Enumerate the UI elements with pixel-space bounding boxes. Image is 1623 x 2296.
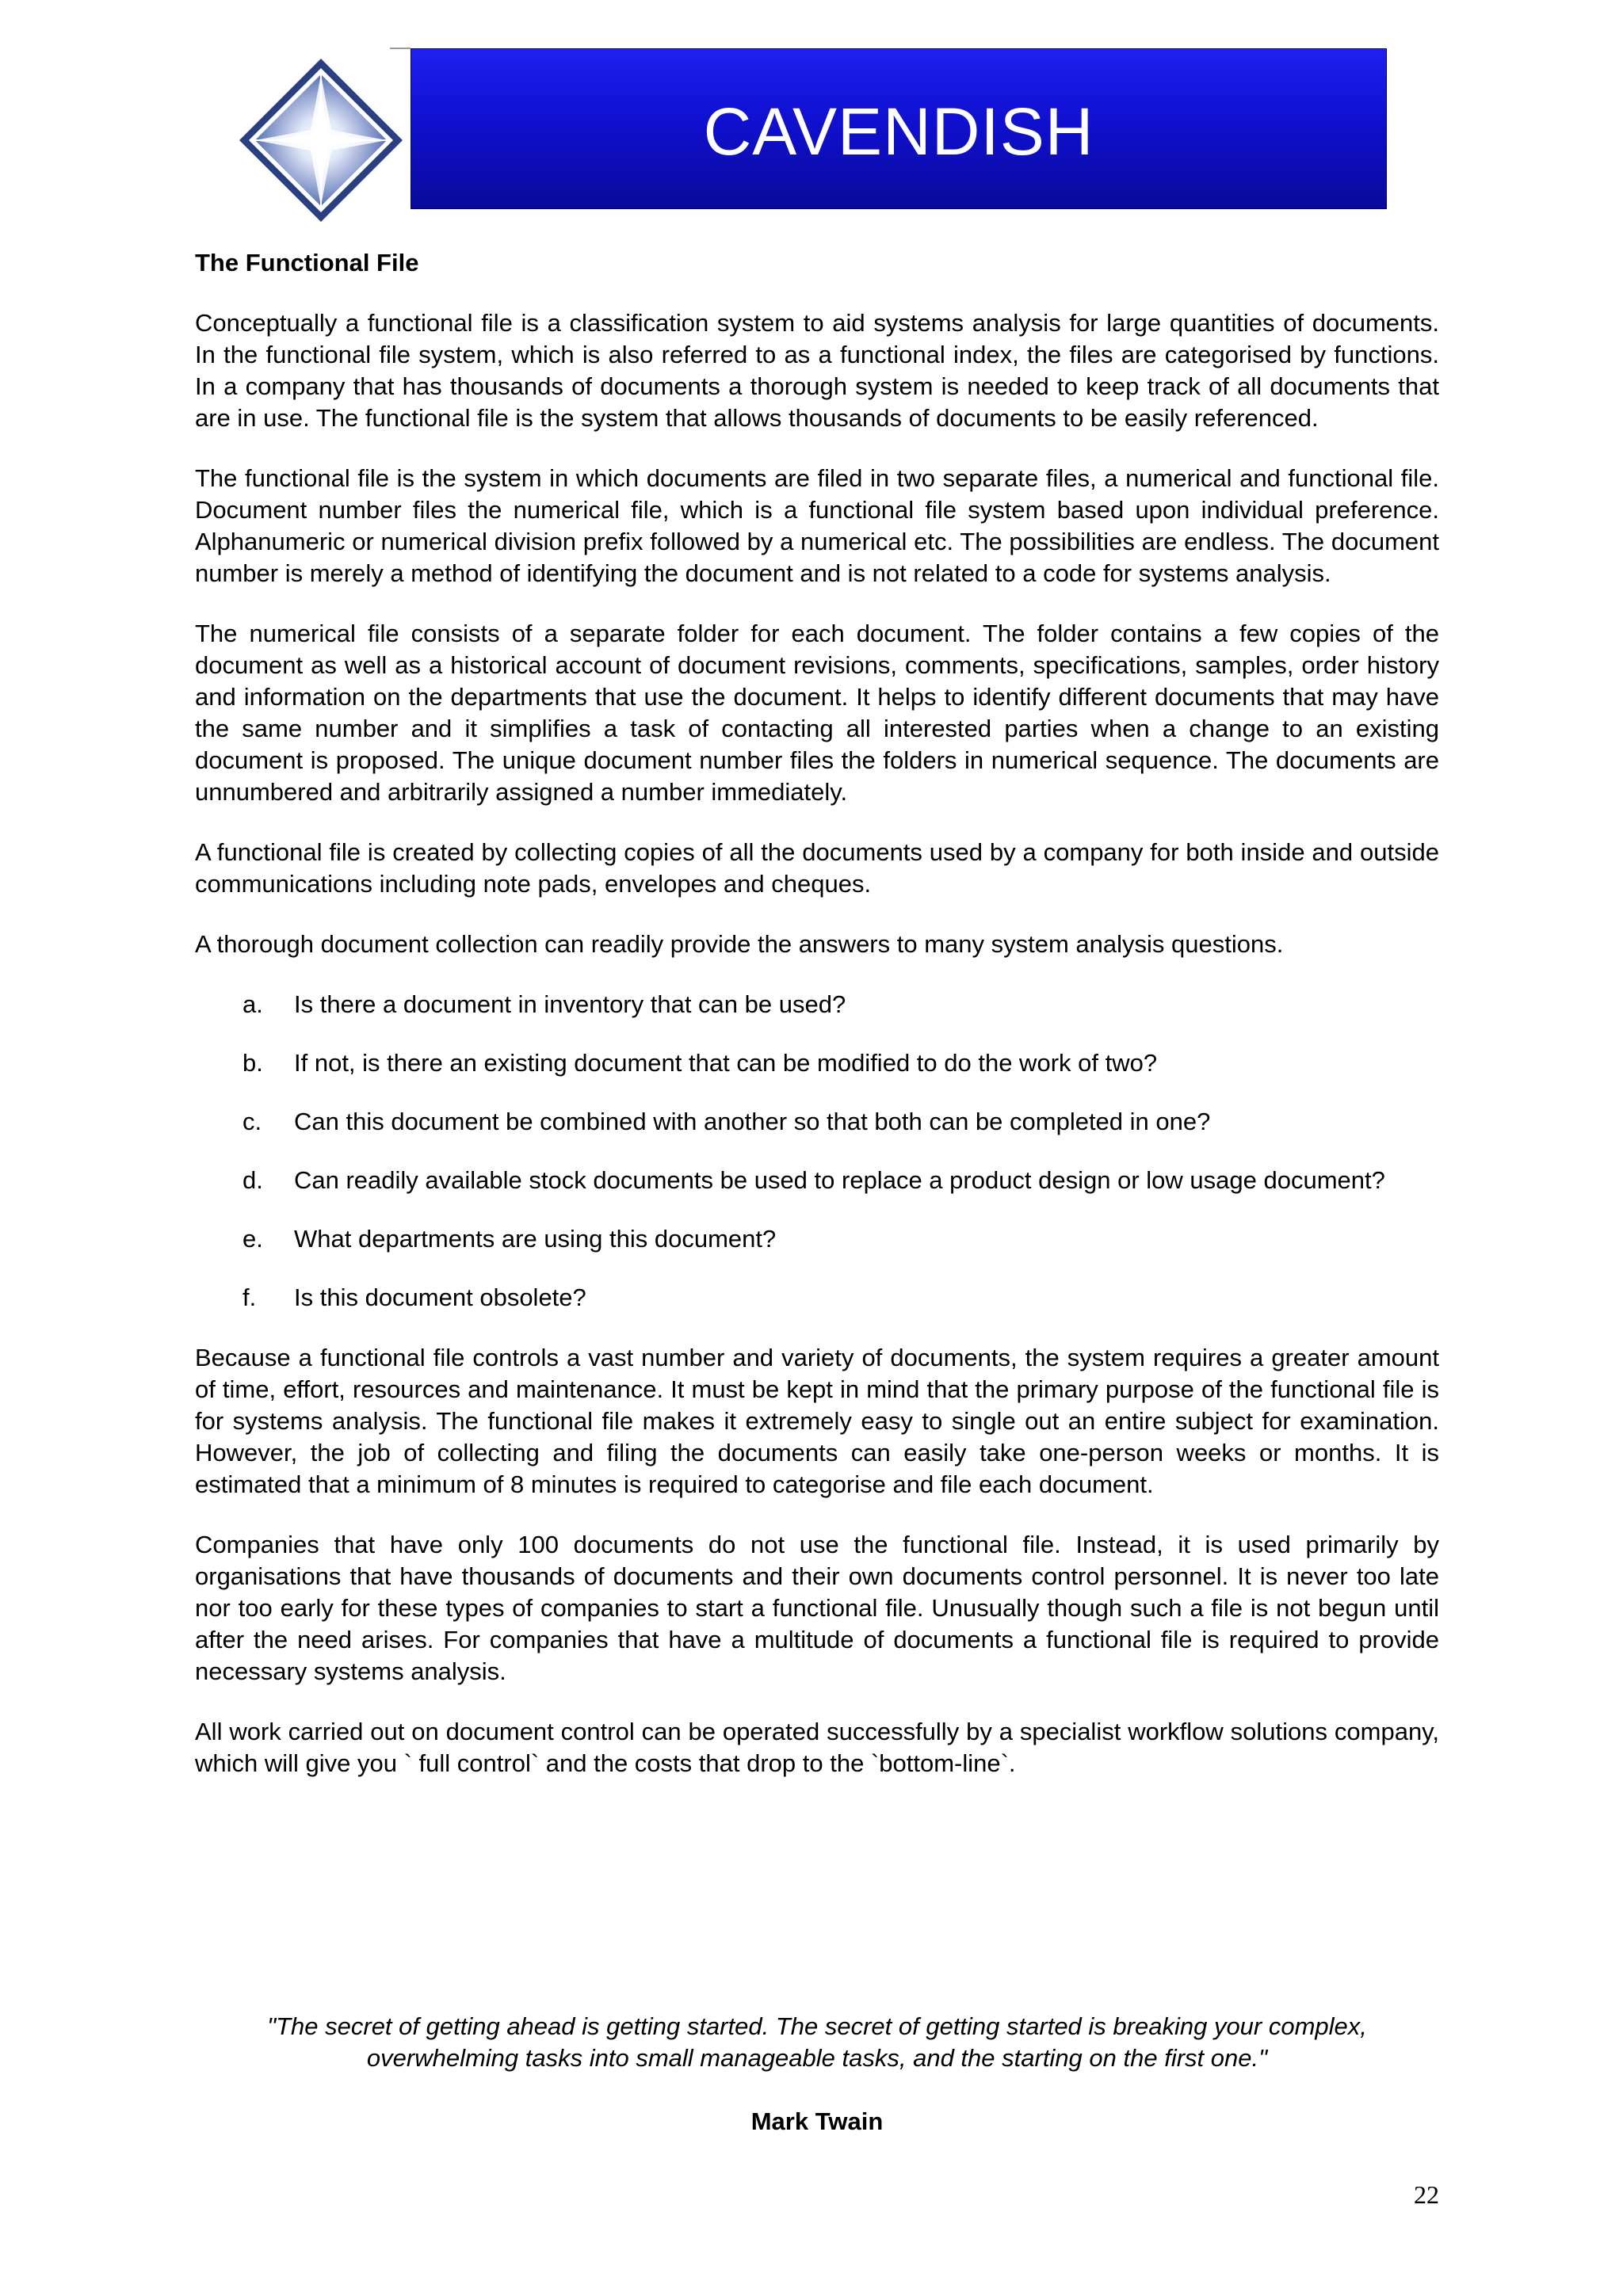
paragraph: The functional file is the system in which documents are filed in two separate files, a numerical and functional file. Document number files the numerical file, which is a functional file system based upon individual preference. Alphanumeric or numerical division prefix followed by a numerical etc. The possibilities are endless. The document number is merely a method of identifying the document and is not related to a code for systems analysis.: [195, 464, 1439, 587]
list-item-text: Can this document be combined with another so that both can be completed in one?: [294, 1108, 1211, 1135]
list-marker: e.: [242, 1225, 263, 1253]
banner-title: CAVENDISH: [703, 94, 1094, 169]
paragraph: A functional file is created by collecting copies of all the documents used by a company for both inside and outside communications including note pads, envelopes and cheques.: [195, 838, 1439, 898]
list-item: [195, 1223, 1439, 1255]
quote-author: Mark Twain: [750, 2107, 884, 2135]
quote-line: overwhelming tasks into small manageable tasks, and the starting on the first one.": [366, 2044, 1268, 2072]
paragraph: Because a functional file controls a vast number and variety of documents, the system requires a greater amount of time, effort, resources and maintenance. It must be kept in mind that the primary purpose of the functional file is for systems analysis. The functional file makes it extremely easy to single out an entire subject for examination. However, the job of collecting and filing the documents can easily take one-person weeks or months. It is estimated that a minimum of 8 minutes is required to categorise and file each document.: [195, 1344, 1439, 1498]
quote-block: [195, 2011, 1439, 2074]
banner-rule: [390, 48, 411, 49]
header-banner: [411, 48, 1387, 209]
list-item-text: If not, is there an existing document that can be modified to do the work of two?: [294, 1049, 1158, 1077]
list-item: [195, 1047, 1439, 1079]
paragraph: All work carried out on document control can be operated successfully by a specialist workflow solutions company, which will give you ` full control` and the costs that drop to the `bottom-line`.: [195, 1718, 1439, 1777]
list-item-text: Can readily available stock documents be used to replace a product design or low usage document?: [294, 1166, 1385, 1194]
list-item: [195, 1106, 1439, 1138]
diamond-star-icon: [238, 57, 404, 223]
document-body: [195, 247, 1439, 1808]
list-item-text: What departments are using this document?: [294, 1225, 777, 1253]
list-item: [195, 989, 1439, 1020]
section-title: The Functional File: [195, 249, 419, 277]
list-item-text: Is this document obsolete?: [294, 1283, 586, 1311]
list-marker: f.: [242, 1283, 257, 1311]
list-item: [195, 1165, 1439, 1196]
list-item: [195, 1282, 1439, 1314]
list-marker: a.: [242, 990, 263, 1018]
list-item-text: Is there a document in inventory that can be used?: [294, 990, 846, 1018]
list-marker: c.: [242, 1108, 262, 1135]
paragraph: The numerical file consists of a separate folder for each document. The folder contains a few copies of the document as well as a historical account of document revisions, comments, specifications, samples, order history and information on the departments that use the document. It helps to identify different documents that may have the same number and it simplifies a task of contacting all interested parties when a change to an existing document is proposed. The unique document number files the folders in numerical sequence. The documents are unnumbered and arbitrarily assigned a number immediately.: [195, 620, 1439, 806]
list-marker: b.: [242, 1049, 263, 1077]
page-number: 22: [1414, 2180, 1439, 2209]
question-list: [195, 989, 1439, 1314]
quote-line: "The secret of getting ahead is getting started. The secret of getting started is breaking your complex,: [267, 2012, 1367, 2040]
list-marker: d.: [242, 1166, 263, 1194]
paragraph: Conceptually a functional file is a classification system to aid systems analysis for large quantities of documents. In the functional file system, which is also referred to as a functional index, the files are categorised by functions. In a company that has thousands of documents a thorough system is needed to keep track of all documents that are in use. The functional file is the system that allows thousands of documents to be easily referenced.: [195, 309, 1439, 432]
paragraph: A thorough document collection can readily provide the answers to many system analysis questions.: [195, 930, 1284, 958]
paragraph: Companies that have only 100 documents do not use the functional file. Instead, it is used primarily by organisations that have thousands of documents and their own documents control personnel. It is never too late nor too early for these types of companies to start a functional file. Unusually though such a file is not begun until after the need arises. For companies that have a multitude of documents a functional file is required to provide necessary systems analysis.: [195, 1531, 1439, 1685]
